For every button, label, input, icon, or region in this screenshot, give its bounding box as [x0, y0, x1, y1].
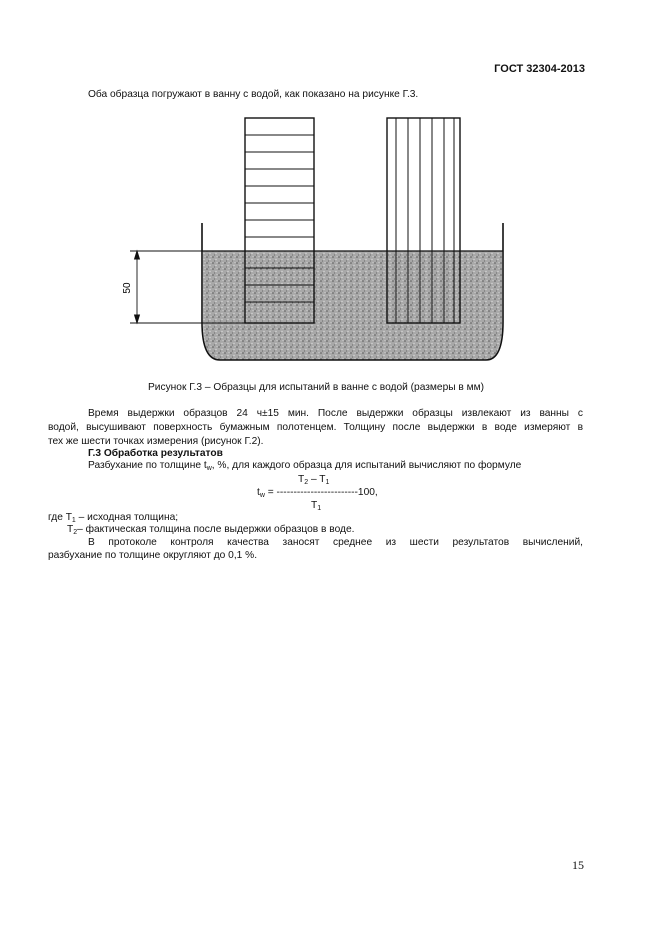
water-fill	[203, 251, 502, 360]
where-t2: $T_2-$ фактическая толщина после выдержки образцов в воде.	[67, 524, 355, 536]
para1-line2: водой, высушивают поверхность бумажным полотенцем. Толщину после выдержки в воде измеряют в	[48, 422, 583, 433]
formula-denominator: $T_1$	[311, 500, 322, 512]
figure-caption: Рисунок Г.3 – Образцы для испытаний в ванне с водой (размеры в мм)	[148, 382, 485, 393]
figure-specimens-in-bath	[110, 112, 510, 372]
intro-text: Оба образца погружают в ванну с водой, как показано на рисунке Г.3.	[88, 89, 419, 100]
para1-line1: Время выдержки образцов 24 ч±15 мин. После выдержки образцы извлекают из ванны с	[88, 408, 583, 419]
formula-main: $t_w = ------------------------100$,	[257, 487, 378, 499]
document-header: ГОСТ 32304-2013	[494, 63, 585, 75]
para2-line2: разбухание по толщине округляют до 0,1 %.	[48, 550, 258, 561]
section-heading: Г.3 Обработка результатов	[88, 448, 223, 459]
where-t1: где $T_1$ – исходная толщина;	[48, 512, 179, 524]
formula-intro: Разбухание по толщине $t_w$, %, для каждого образца для испытаний вычисляют по формуле	[88, 460, 522, 472]
para2-line1: В протоколе контроля качества заносят среднее из шести результатов вычислений,	[88, 537, 583, 548]
formula-numerator: $T_2 - T_1$	[298, 474, 330, 486]
para1-line3: тех же шести точках измерения (рисунок Г.2).	[48, 436, 264, 447]
page-number: 15	[572, 858, 584, 872]
dimension-label: 50	[122, 282, 133, 294]
